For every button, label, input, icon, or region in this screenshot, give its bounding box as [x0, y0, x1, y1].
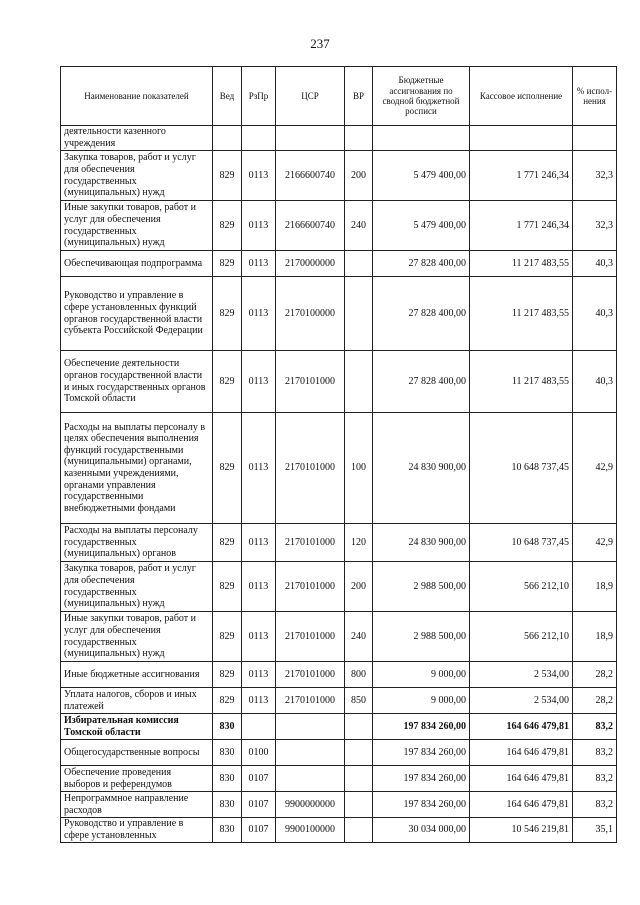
- cell-rzpr: 0113: [242, 662, 276, 688]
- cell-cash: 10 648 737,45: [470, 413, 573, 524]
- page-number: 237: [310, 36, 330, 51]
- cell-budget: 27 828 400,00: [373, 277, 470, 351]
- cell-csr: 2170000000: [276, 251, 345, 277]
- cell-budget: 27 828 400,00: [373, 251, 470, 277]
- cell-percent: 28,2: [573, 662, 617, 688]
- table-row: [61, 714, 617, 740]
- cell-name: Обеспечение деятельности органов государственной власти и иных государственных органов Томской области: [61, 351, 213, 413]
- header-percent: % испол-нения: [573, 67, 617, 126]
- cell-csr: 9900000000: [276, 792, 345, 818]
- table-row: [61, 251, 617, 277]
- cell-name: деятельности казенного учреждения: [61, 126, 213, 151]
- cell-ved: 829: [213, 688, 242, 714]
- cell-budget: 197 834 260,00: [373, 792, 470, 818]
- table-row: [61, 351, 617, 413]
- cell-cash: 2 534,00: [470, 688, 573, 714]
- cell-cash: 2 534,00: [470, 662, 573, 688]
- cell-cash: 10 546 219,81: [470, 818, 573, 843]
- cell-percent: [573, 126, 617, 151]
- cell-csr: 2170101000: [276, 562, 345, 612]
- table-row: [61, 524, 617, 562]
- cell-percent: 32,3: [573, 151, 617, 201]
- cell-csr: [276, 766, 345, 792]
- cell-rzpr: 0107: [242, 792, 276, 818]
- cell-budget: 197 834 260,00: [373, 766, 470, 792]
- cell-ved: 829: [213, 151, 242, 201]
- cell-name: Закупка товаров, работ и услуг для обеспечения государственных (муниципальных) нужд: [61, 562, 213, 612]
- table-row: [61, 740, 617, 766]
- cell-vr: [345, 792, 373, 818]
- cell-vr: [345, 351, 373, 413]
- cell-percent: 42,9: [573, 524, 617, 562]
- cell-name: Избирательная комиссия Томской области: [61, 714, 213, 740]
- cell-vr: 120: [345, 524, 373, 562]
- cell-ved: 830: [213, 740, 242, 766]
- table-row: [61, 688, 617, 714]
- cell-budget: 197 834 260,00: [373, 740, 470, 766]
- cell-ved: 829: [213, 201, 242, 251]
- cell-budget: 9 000,00: [373, 688, 470, 714]
- cell-ved: [213, 126, 242, 151]
- cell-vr: 240: [345, 201, 373, 251]
- cell-rzpr: 0113: [242, 413, 276, 524]
- cell-percent: 40,3: [573, 351, 617, 413]
- cell-rzpr: [242, 714, 276, 740]
- cell-csr: 2166600740: [276, 151, 345, 201]
- cell-csr: [276, 740, 345, 766]
- table-row: [61, 818, 617, 843]
- cell-cash: 10 648 737,45: [470, 524, 573, 562]
- cell-name: Непрограммное направление расходов: [61, 792, 213, 818]
- table-row: [61, 126, 617, 151]
- cell-ved: 829: [213, 413, 242, 524]
- header-name: Наименование показателей: [61, 67, 213, 126]
- table-row: [61, 413, 617, 524]
- header-csr: ЦСР: [276, 67, 345, 126]
- cell-vr: [345, 818, 373, 843]
- cell-cash: 164 646 479,81: [470, 792, 573, 818]
- cell-percent: 42,9: [573, 413, 617, 524]
- cell-ved: 829: [213, 524, 242, 562]
- cell-percent: 83,2: [573, 792, 617, 818]
- cell-ved: 830: [213, 714, 242, 740]
- cell-csr: 2170101000: [276, 351, 345, 413]
- cell-rzpr: 0113: [242, 351, 276, 413]
- cell-csr: 2170101000: [276, 524, 345, 562]
- cell-cash: 1 771 246,34: [470, 201, 573, 251]
- cell-csr: 2170101000: [276, 662, 345, 688]
- cell-ved: 829: [213, 612, 242, 662]
- cell-csr: 2170101000: [276, 612, 345, 662]
- cell-csr: 2170100000: [276, 277, 345, 351]
- cell-rzpr: 0113: [242, 151, 276, 201]
- cell-budget: 27 828 400,00: [373, 351, 470, 413]
- cell-cash: 164 646 479,81: [470, 766, 573, 792]
- cell-csr: 2170101000: [276, 688, 345, 714]
- cell-budget: 197 834 260,00: [373, 714, 470, 740]
- cell-vr: 200: [345, 151, 373, 201]
- cell-rzpr: 0113: [242, 201, 276, 251]
- cell-ved: 829: [213, 662, 242, 688]
- cell-budget: 5 479 400,00: [373, 201, 470, 251]
- cell-rzpr: 0113: [242, 277, 276, 351]
- cell-budget: 5 479 400,00: [373, 151, 470, 201]
- header-ved: Вед: [213, 67, 242, 126]
- cell-cash: 566 212,10: [470, 612, 573, 662]
- cell-vr: [345, 740, 373, 766]
- cell-name: Руководство и управление в сфере установленных функций органов государственной власти субъекта Российской Федерации: [61, 277, 213, 351]
- cell-vr: [345, 277, 373, 351]
- cell-csr: 9900100000: [276, 818, 345, 843]
- cell-name: Иные закупки товаров, работ и услуг для обеспечения государственных (муниципальных) нужд: [61, 201, 213, 251]
- cell-vr: 850: [345, 688, 373, 714]
- cell-name: Расходы на выплаты персоналу в целях обеспечения выполнения функций государственными (муниципальными) органами, казенными учреждениями, органами управления государственными внебюджетными фондами: [61, 413, 213, 524]
- cell-rzpr: 0107: [242, 818, 276, 843]
- cell-name: Общегосударственные вопросы: [61, 740, 213, 766]
- cell-percent: 40,3: [573, 277, 617, 351]
- cell-ved: 830: [213, 818, 242, 843]
- cell-name: Иные бюджетные ассигнования: [61, 662, 213, 688]
- cell-cash: 1 771 246,34: [470, 151, 573, 201]
- cell-cash: 164 646 479,81: [470, 740, 573, 766]
- table-row: [61, 662, 617, 688]
- cell-cash: 11 217 483,55: [470, 277, 573, 351]
- cell-rzpr: 0100: [242, 740, 276, 766]
- cell-rzpr: 0113: [242, 612, 276, 662]
- cell-budget: 24 830 900,00: [373, 413, 470, 524]
- cell-name: Руководство и управление в сфере установленных: [61, 818, 213, 843]
- cell-cash: 11 217 483,55: [470, 351, 573, 413]
- cell-percent: 83,2: [573, 766, 617, 792]
- cell-rzpr: [242, 126, 276, 151]
- table-row: [61, 612, 617, 662]
- cell-name: Уплата налогов, сборов и иных платежей: [61, 688, 213, 714]
- table-row: [61, 792, 617, 818]
- cell-vr: [345, 714, 373, 740]
- table-row: [61, 562, 617, 612]
- cell-ved: 829: [213, 351, 242, 413]
- cell-vr: 800: [345, 662, 373, 688]
- header-cash: Кассовое исполнение: [470, 67, 573, 126]
- table-row: [61, 151, 617, 201]
- table-row: [61, 277, 617, 351]
- cell-name: Закупка товаров, работ и услуг для обеспечения государственных (муниципальных) нужд: [61, 151, 213, 201]
- cell-name: Обеспечивающая подпрограмма: [61, 251, 213, 277]
- cell-percent: 18,9: [573, 562, 617, 612]
- cell-budget: 30 034 000,00: [373, 818, 470, 843]
- cell-vr: 100: [345, 413, 373, 524]
- header-rzpr: РзПр: [242, 67, 276, 126]
- cell-budget: 2 988 500,00: [373, 612, 470, 662]
- cell-rzpr: 0113: [242, 688, 276, 714]
- cell-cash: 11 217 483,55: [470, 251, 573, 277]
- cell-percent: 40,3: [573, 251, 617, 277]
- cell-rzpr: 0113: [242, 251, 276, 277]
- cell-vr: [345, 766, 373, 792]
- header-vr: ВР: [345, 67, 373, 126]
- cell-budget: [373, 126, 470, 151]
- cell-budget: 24 830 900,00: [373, 524, 470, 562]
- cell-budget: 9 000,00: [373, 662, 470, 688]
- cell-csr: 2170101000: [276, 413, 345, 524]
- cell-name: Иные закупки товаров, работ и услуг для обеспечения государственных (муниципальных) нужд: [61, 612, 213, 662]
- cell-vr: [345, 251, 373, 277]
- cell-rzpr: 0113: [242, 524, 276, 562]
- cell-name: Обеспечение проведения выборов и референдумов: [61, 766, 213, 792]
- cell-ved: 829: [213, 277, 242, 351]
- cell-csr: [276, 714, 345, 740]
- cell-percent: 18,9: [573, 612, 617, 662]
- cell-ved: 830: [213, 792, 242, 818]
- cell-percent: 32,3: [573, 201, 617, 251]
- cell-csr: [276, 126, 345, 151]
- cell-name: Расходы на выплаты персоналу государственных (муниципальных) органов: [61, 524, 213, 562]
- budget-execution-table: [60, 66, 617, 843]
- table-body: [61, 126, 617, 843]
- table-header-row: [61, 67, 617, 126]
- cell-cash: [470, 126, 573, 151]
- cell-csr: 2166600740: [276, 201, 345, 251]
- cell-cash: 566 212,10: [470, 562, 573, 612]
- table-row: [61, 201, 617, 251]
- cell-percent: 83,2: [573, 714, 617, 740]
- header-budget: Бюджетные ассигнования по сводной бюджетной росписи: [373, 67, 470, 126]
- cell-rzpr: 0113: [242, 562, 276, 612]
- cell-ved: 829: [213, 251, 242, 277]
- cell-rzpr: 0107: [242, 766, 276, 792]
- cell-percent: 83,2: [573, 740, 617, 766]
- cell-budget: 2 988 500,00: [373, 562, 470, 612]
- cell-percent: 35,1: [573, 818, 617, 843]
- cell-cash: 164 646 479,81: [470, 714, 573, 740]
- cell-vr: 200: [345, 562, 373, 612]
- cell-ved: 829: [213, 562, 242, 612]
- table-row: [61, 766, 617, 792]
- cell-vr: 240: [345, 612, 373, 662]
- cell-vr: [345, 126, 373, 151]
- cell-ved: 830: [213, 766, 242, 792]
- cell-percent: 28,2: [573, 688, 617, 714]
